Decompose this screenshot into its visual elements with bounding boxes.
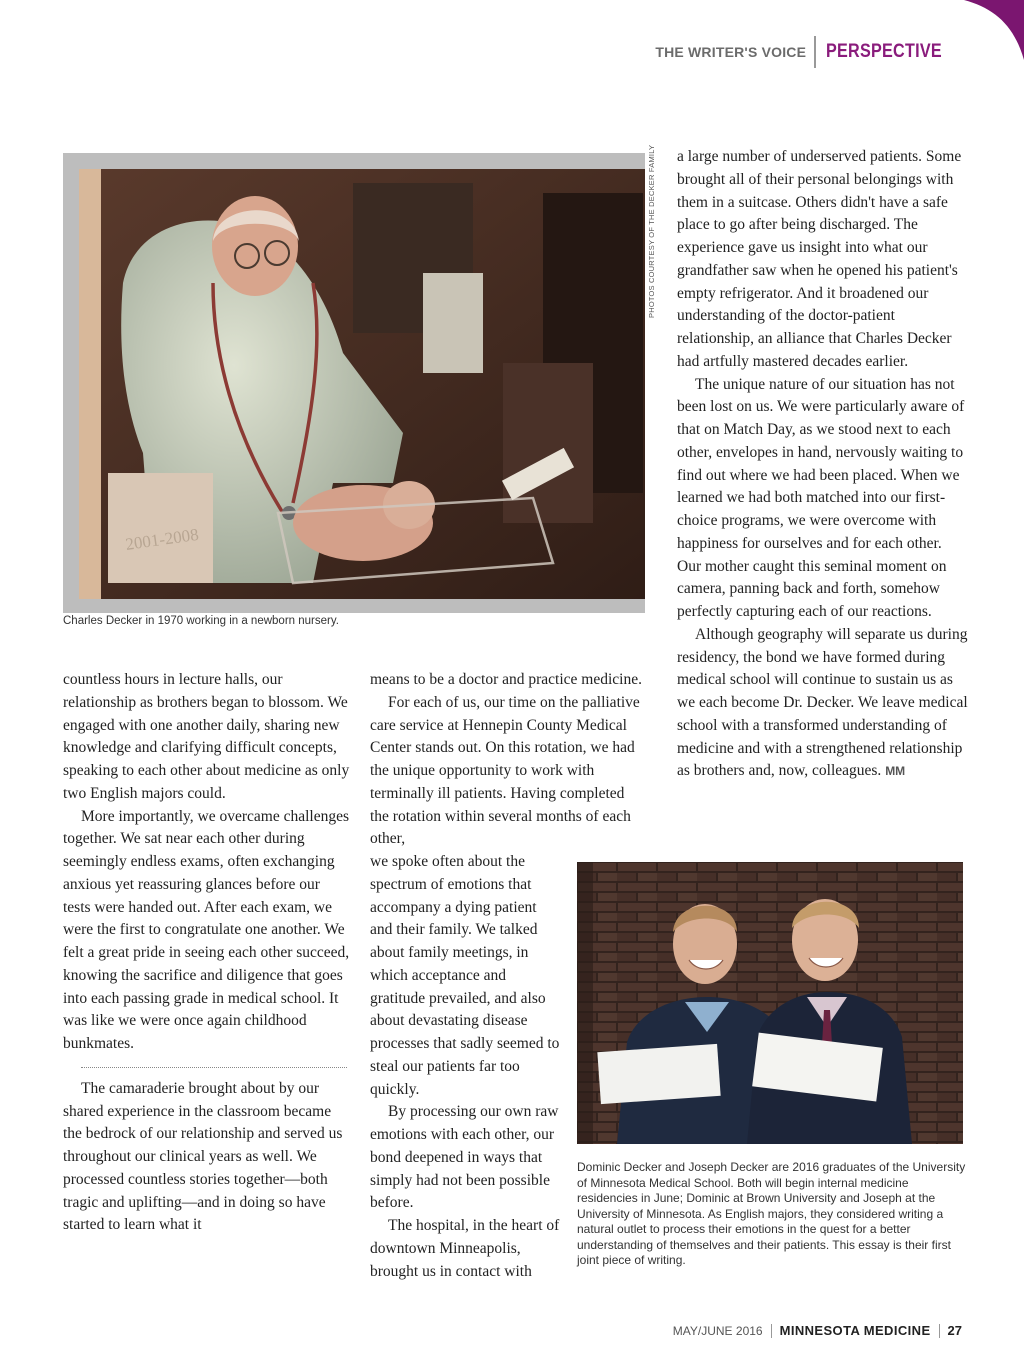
category-label: PERSPECTIVE (825, 41, 942, 62)
page-header (655, 36, 962, 68)
paragraph: The camaraderie brought about by our shared experience in the classroom became the bedrock of our relationship and served us throughout our clinical years as well. We processed countless stories together—both tragic and uplifting—and in doing so have started to learn what it (63, 1079, 343, 1234)
article-column-1 (63, 669, 351, 1237)
paragraph: By processing our own raw emotions with each other, our bond deepened in ways that simply had not been possible before. (370, 1103, 559, 1212)
footer-divider (939, 1324, 940, 1338)
photo-caption: Dominic Decker and Joseph Decker are 2016 graduates of the University of Minnesota Medical School. Both will begin internal medicine residencies in June; Dominic at Brown University and Joseph at the University of Minnesota. As English majors, they considered writing a natural outlet to process their emotions in the quest for a better understanding of themselves and their patients. This essay is their first joint piece of writing. (577, 1160, 966, 1267)
footer-divider (771, 1324, 772, 1338)
nursery-photo (63, 153, 645, 613)
header-divider (814, 36, 816, 68)
paragraph: a large number of underserved patients. Some brought all of their personal belongings with them in a suitcase. Others didn't have a safe place to go after being discharged. The experience gave us insight into what our grandfather saw when he opened his patient's empty refrigerator. And it broadened our understanding of the doctor-patient relationship, an alliance that Charles Decker had artfully mastered decades earlier. (677, 148, 962, 370)
end-mark: MM (885, 764, 906, 779)
brothers-photo (577, 862, 963, 1144)
issue-date: MAY/JUNE 2016 (672, 1323, 763, 1338)
paragraph: means to be a doctor and practice medicine. (370, 671, 642, 688)
section-divider (81, 1067, 347, 1068)
paragraph: For each of us, our time on the palliative care service at Hennepin County Medical Center stands out. On this rotation, we had the unique opportunity to work with terminally ill patients. Having completed the rotation within several months of each other, (370, 693, 640, 848)
page-number: 27 (947, 1323, 962, 1338)
page-footer (673, 1323, 962, 1338)
paragraph: Although geography will separate us during residency, the bond we have formed during medical school will continue to sustain us as we each become Dr. Decker. We leave medical school with a transformed understanding of medicine and with a strengthened relationship as brothers and, now, colleagues. MM (677, 625, 968, 780)
photo-credit: PHOTOS COURTESY OF THE DECKER FAMILY (647, 144, 656, 318)
paragraph: The unique nature of our situation has not been lost on us. We were particularly aware of that on Match Day, as we stood next to each other, envelopes in hand, nervously waiting to find out where we had been placed. When we learned we had both matched into our first-choice programs, we were overcome with happiness for ourselves and for each other. Our mother caught this seminal moment on camera, panning back and forth, somehow perfectly capturing each of our reactions. (677, 375, 965, 620)
paragraph: we spoke often about the spectrum of emotions that accompany a dying patient and their family. We talked about family meetings, in which acceptance and gratitude prevailed, and also about devastating disease processes that sadly seemed to steal our patients far too quickly. (370, 853, 560, 1098)
placard-text: 2001-2008 (124, 524, 200, 554)
photo-caption: Charles Decker in 1970 working in a newborn nursery. (63, 615, 339, 627)
paragraph: More importantly, we overcame challenges together. We sat near each other during seemingly endless exams, often exchanging anxious yet reassuring glances before our tests were handed out. After each exam, we were the first to congratulate one another. We felt a great pride in seeing each other succeed, knowing the sacrifice and diligence that goes into each passing grade in medical school. It was like we were once again childhood bunkmates. (63, 807, 350, 1052)
paragraph: The hospital, in the heart of downtown Minneapolis, brought us in contact with (370, 1217, 560, 1280)
section-label: THE WRITER'S VOICE (655, 44, 807, 60)
article-column-3 (677, 146, 969, 783)
magazine-title: MINNESOTA MEDICINE (779, 1323, 931, 1338)
paragraph: countless hours in lecture halls, our relationship as brothers began to blossom. We engaged with one another daily, sharing new knowledge and clarifying difficult concepts, speaking to each other about medicine as only two English majors could. (63, 671, 350, 802)
